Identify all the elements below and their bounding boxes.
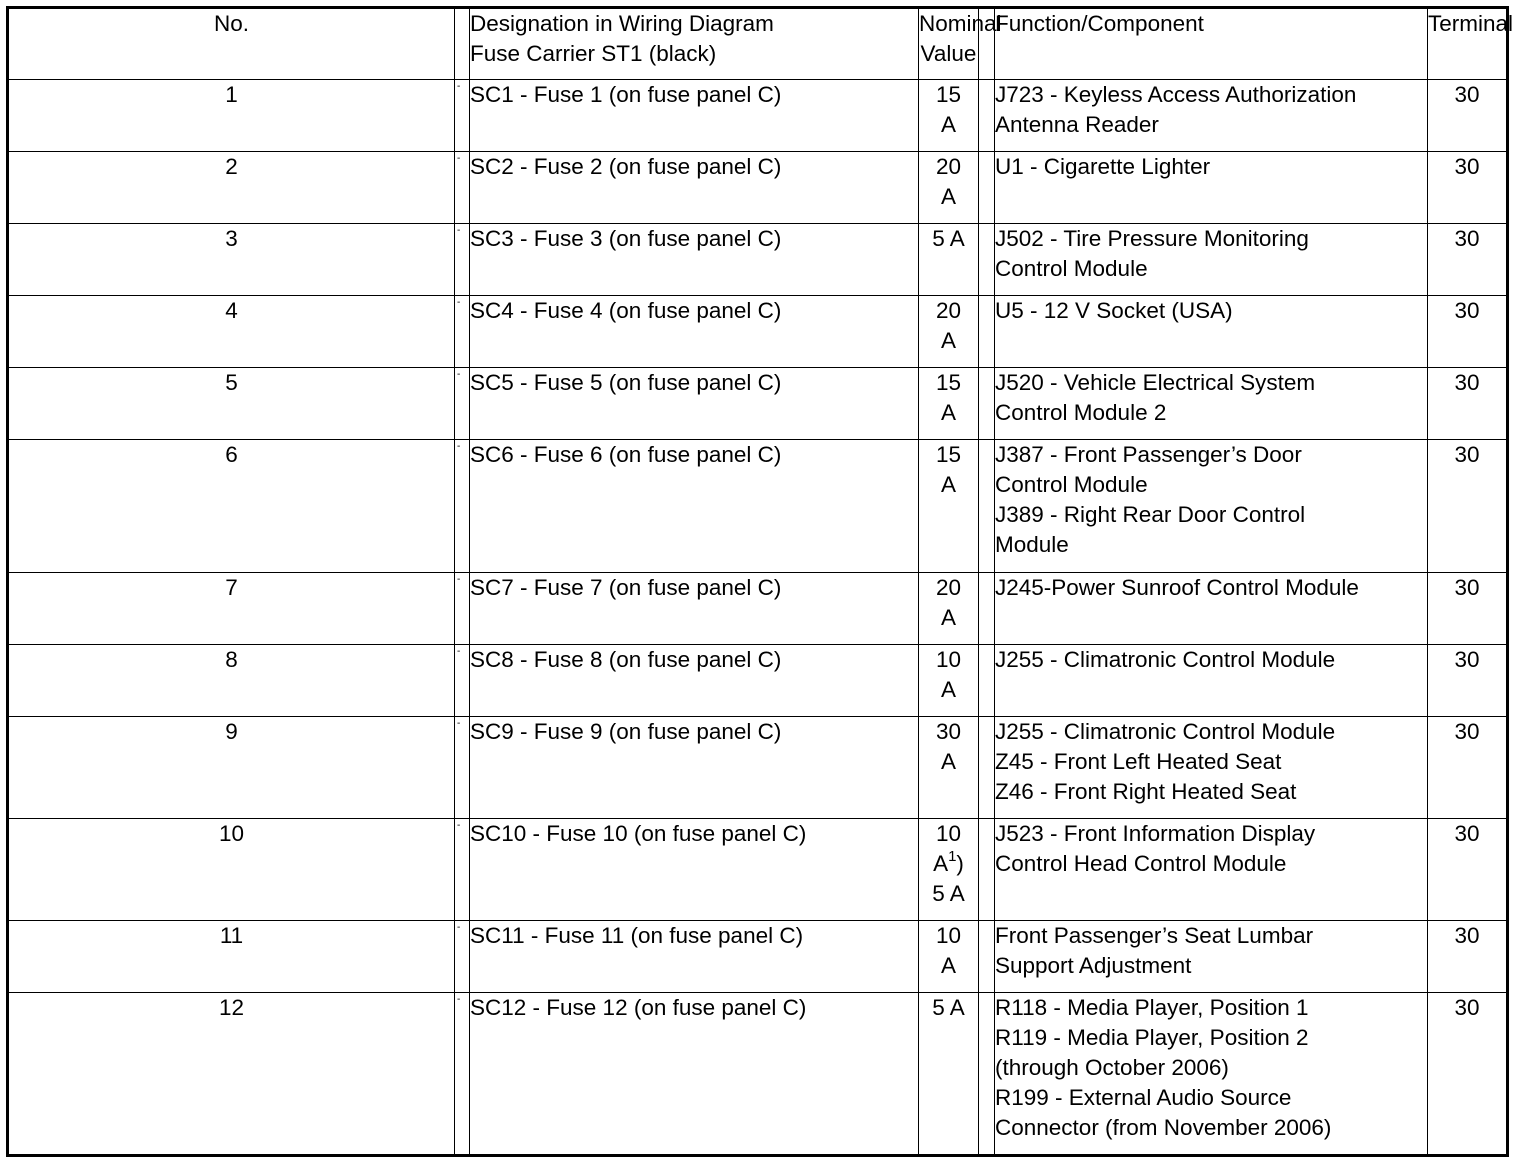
function-line: J502 - Tire Pressure Monitoring — [995, 226, 1309, 251]
mark-cell-2 — [979, 440, 995, 573]
terminal: 30 — [1428, 80, 1508, 152]
function-line: Support Adjustment — [995, 953, 1192, 978]
mark-tick: - — [457, 820, 461, 831]
fuse-number: 5 — [8, 368, 455, 440]
mark-cell-2 — [979, 819, 995, 921]
mark-tick: - — [457, 922, 461, 933]
nominal-value — [919, 921, 979, 993]
nominal-value — [919, 819, 979, 921]
mark-cell-2 — [979, 80, 995, 152]
terminal: 30 — [1428, 440, 1508, 573]
nominal-value-line: 15 — [935, 82, 962, 107]
function-line: Front Passenger’s Seat Lumbar — [995, 923, 1314, 948]
nominal-value-line: A — [940, 400, 956, 425]
fuse-number: 2 — [8, 152, 455, 224]
function-line: Z46 - Front Right Heated Seat — [995, 779, 1297, 804]
mark-tick: - — [457, 441, 461, 452]
mark-cell-2 — [979, 645, 995, 717]
nominal-value-line: A — [940, 605, 956, 630]
function-line: J255 - Climatronic Control Module — [995, 719, 1336, 744]
function-line: Control Module — [995, 256, 1148, 281]
function-component — [995, 993, 1428, 1156]
table-row — [8, 296, 1508, 368]
nominal-value-line: 30 — [935, 719, 962, 744]
header-designation-line-2: Fuse Carrier ST1 (black) — [470, 41, 717, 66]
function-line: J255 - Climatronic Control Module — [995, 647, 1336, 672]
table-row — [8, 645, 1508, 717]
header-terminal: Terminal — [1428, 8, 1508, 80]
mark-tick: - — [457, 646, 461, 657]
fuse-designation: SC8 - Fuse 8 (on fuse panel C) — [470, 645, 919, 717]
nominal-value-line: 15 — [935, 442, 962, 467]
nominal-value-line: 15 — [935, 370, 962, 395]
nominal-value — [919, 440, 979, 573]
terminal: 30 — [1428, 993, 1508, 1156]
header-nominal-value — [919, 8, 1002, 80]
function-line: Z45 - Front Left Heated Seat — [995, 749, 1282, 774]
function-line: J520 - Vehicle Electrical System — [995, 370, 1316, 395]
terminal: 30 — [1428, 645, 1508, 717]
function-line: U1 - Cigarette Lighter — [995, 154, 1211, 179]
function-component — [995, 296, 1428, 368]
nominal-value — [919, 993, 979, 1156]
function-component — [995, 152, 1428, 224]
fuse-number: 4 — [8, 296, 455, 368]
function-line: Connector (from November 2006) — [995, 1115, 1332, 1140]
mark-cell-2 — [979, 224, 995, 296]
function-line: R118 - Media Player, Position 1 — [995, 995, 1309, 1020]
nominal-value-line: A — [940, 112, 956, 137]
nominal-value — [919, 368, 979, 440]
nominal-value-line: 5 A — [932, 226, 965, 251]
fuse-designation: SC9 - Fuse 9 (on fuse panel C) — [470, 717, 919, 819]
function-line: Antenna Reader — [995, 112, 1159, 137]
mark-tick: - — [457, 718, 461, 729]
fuse-number: 1 — [8, 80, 455, 152]
mark-cell — [455, 573, 470, 645]
function-component — [995, 368, 1428, 440]
mark-cell — [455, 717, 470, 819]
function-line: Control Module — [995, 472, 1148, 497]
nominal-value — [919, 80, 979, 152]
function-line: Module — [995, 532, 1069, 557]
function-component — [995, 440, 1428, 573]
table-row — [8, 573, 1508, 645]
terminal: 30 — [1428, 717, 1508, 819]
nominal-value — [919, 645, 979, 717]
nominal-value — [919, 152, 979, 224]
terminal: 30 — [1428, 368, 1508, 440]
mark-cell-2 — [979, 573, 995, 645]
table-row — [8, 368, 1508, 440]
fuse-number: 10 — [8, 819, 455, 921]
nominal-value-line: 5 A — [932, 881, 965, 906]
header-designation — [470, 8, 919, 80]
nominal-value-line: 10 — [935, 821, 962, 846]
mark-cell — [455, 819, 470, 921]
function-line: J523 - Front Information Display — [995, 821, 1316, 846]
mark-cell-2 — [979, 717, 995, 819]
terminal: 30 — [1428, 921, 1508, 993]
function-component — [995, 224, 1428, 296]
nominal-value-line: A — [940, 184, 956, 209]
function-component — [995, 80, 1428, 152]
mark-cell — [455, 152, 470, 224]
fuse-number: 11 — [8, 921, 455, 993]
function-component — [995, 717, 1428, 819]
terminal: 30 — [1428, 224, 1508, 296]
function-line: J387 - Front Passenger’s Door — [995, 442, 1302, 467]
mark-cell — [455, 368, 470, 440]
header-function: Function/Component — [995, 8, 1428, 80]
function-line: J389 - Right Rear Door Control — [995, 502, 1306, 527]
function-component — [995, 921, 1428, 993]
header-designation-line-1: Designation in Wiring Diagram — [470, 11, 774, 36]
mark-cell-2 — [979, 368, 995, 440]
table-row — [8, 993, 1508, 1156]
nominal-value — [919, 296, 979, 368]
nominal-value-line: 20 — [935, 298, 962, 323]
mark-tick: - — [457, 225, 461, 236]
fuse-designation: SC1 - Fuse 1 (on fuse panel C) — [470, 80, 919, 152]
nominal-value-line: 10 — [935, 647, 962, 672]
header-mark-cell — [455, 8, 470, 80]
nominal-value — [919, 224, 979, 296]
mark-cell — [455, 440, 470, 573]
function-component — [995, 645, 1428, 717]
table-header-row — [8, 8, 1508, 80]
fuse-designation: SC12 - Fuse 12 (on fuse panel C) — [470, 993, 919, 1156]
fuse-designation: SC6 - Fuse 6 (on fuse panel C) — [470, 440, 919, 573]
header-nominal-line-2: Value — [920, 41, 977, 66]
table-row — [8, 921, 1508, 993]
mark-cell — [455, 80, 470, 152]
fuse-number: 12 — [8, 993, 455, 1156]
nominal-value-line: 20 — [935, 154, 962, 179]
nominal-value-line: 5 A — [932, 995, 965, 1020]
fuse-number: 3 — [8, 224, 455, 296]
terminal: 30 — [1428, 819, 1508, 921]
mark-cell — [455, 224, 470, 296]
table-row — [8, 152, 1508, 224]
table-row — [8, 440, 1508, 573]
fuse-number: 7 — [8, 573, 455, 645]
table-row — [8, 819, 1508, 921]
table-row — [8, 224, 1508, 296]
function-line: U5 - 12 V Socket (USA) — [995, 298, 1233, 323]
mark-tick: - — [457, 369, 461, 380]
nominal-value — [919, 573, 979, 645]
function-line: Control Head Control Module — [995, 851, 1287, 876]
nominal-value-line: A — [940, 677, 956, 702]
fuse-designation: SC11 - Fuse 11 (on fuse panel C) — [470, 921, 919, 993]
nominal-value — [919, 717, 979, 819]
fuse-designation: SC10 - Fuse 10 (on fuse panel C) — [470, 819, 919, 921]
nominal-value-line: A — [940, 749, 956, 774]
fuse-designation: SC4 - Fuse 4 (on fuse panel C) — [470, 296, 919, 368]
nominal-value-line: $A^1$) — [933, 847, 964, 876]
nominal-value-line: A — [940, 472, 956, 497]
mark-tick: - — [457, 297, 461, 308]
function-component — [995, 573, 1428, 645]
footnote-marker: 1 — [948, 847, 957, 865]
nominal-value-line: 20 — [935, 575, 962, 600]
mark-tick: - — [457, 574, 461, 585]
function-component — [995, 819, 1428, 921]
function-line: J723 - Keyless Access Authorization — [995, 82, 1357, 107]
mark-cell-2 — [979, 152, 995, 224]
fuse-designation: SC3 - Fuse 3 (on fuse panel C) — [470, 224, 919, 296]
mark-cell — [455, 993, 470, 1156]
header-no: No. — [8, 8, 455, 80]
fuse-designation: SC7 - Fuse 7 (on fuse panel C) — [470, 573, 919, 645]
table-row — [8, 80, 1508, 152]
fuse-number: 8 — [8, 645, 455, 717]
mark-cell — [455, 645, 470, 717]
mark-cell — [455, 921, 470, 993]
mark-tick: - — [457, 81, 461, 92]
terminal: 30 — [1428, 573, 1508, 645]
table-row — [8, 717, 1508, 819]
mark-cell-2 — [979, 921, 995, 993]
terminal: 30 — [1428, 152, 1508, 224]
function-line: R119 - Media Player, Position 2 — [995, 1025, 1309, 1050]
fuse-number: 6 — [8, 440, 455, 573]
nominal-value-line: A — [940, 328, 956, 353]
function-line: Control Module 2 — [995, 400, 1167, 425]
function-line: R199 - External Audio Source — [995, 1085, 1292, 1110]
fuse-table — [6, 6, 1514, 1157]
fuse-designation: SC2 - Fuse 2 (on fuse panel C) — [470, 152, 919, 224]
nominal-value-line: 10 — [935, 923, 962, 948]
fuse-number: 9 — [8, 717, 455, 819]
mark-cell-2 — [979, 296, 995, 368]
function-line: (through October 2006) — [995, 1055, 1229, 1080]
mark-tick: - — [457, 994, 461, 1005]
fuse-table-body — [8, 8, 1514, 1156]
header-nominal-line-1: Nominal — [919, 11, 1002, 36]
mark-cell-2 — [979, 993, 995, 1156]
nominal-value-line: A — [940, 953, 956, 978]
fuse-designation: SC5 - Fuse 5 (on fuse panel C) — [470, 368, 919, 440]
function-line: J245-Power Sunroof Control Module — [995, 575, 1359, 600]
mark-tick: - — [457, 153, 461, 164]
header-mark-cell-2 — [979, 8, 995, 80]
mark-cell — [455, 296, 470, 368]
terminal: 30 — [1428, 296, 1508, 368]
